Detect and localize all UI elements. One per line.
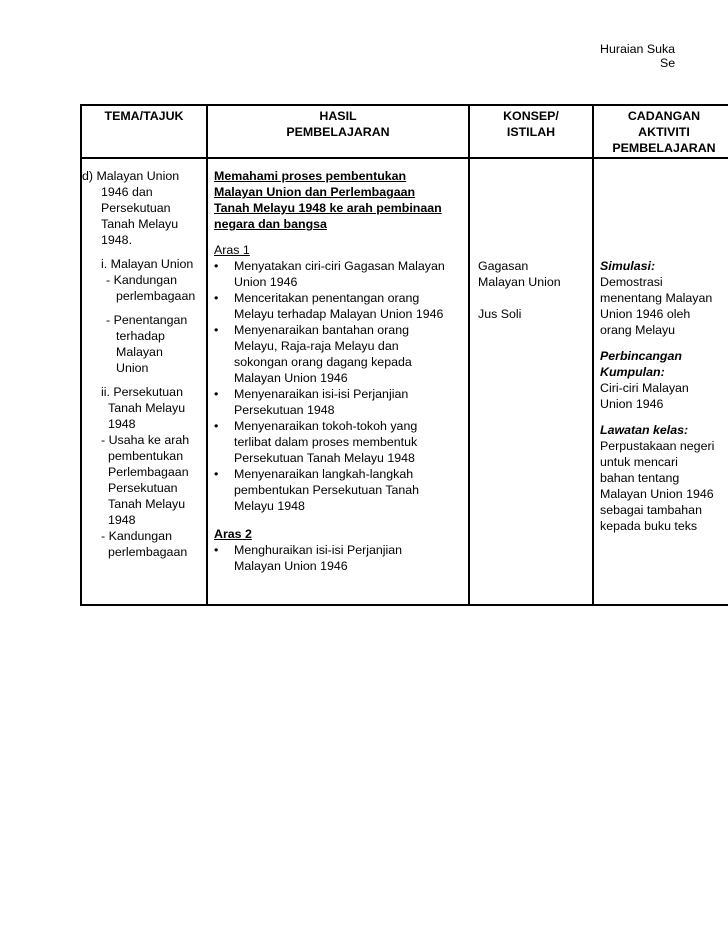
tema-line: Perlembagaan (108, 465, 189, 479)
tema-cell (82, 168, 206, 560)
item-text: Menyatakan ciri-ciri Gagasan Malayan (234, 259, 445, 273)
aras-1-item (214, 290, 466, 322)
item-text: Menyenaraikan isi-isi Perjanjian (234, 387, 409, 401)
aras-1-item (214, 466, 466, 514)
header-cadangan-line-1: CADANGAN (627, 109, 701, 123)
header-cadangan-line-2: AKTIVITI (638, 125, 690, 139)
item-text: Menyenaraikan bantahan orang (234, 323, 409, 337)
objective-line: Tanah Melayu 1948 ke arah pembinaan (214, 201, 442, 215)
cadangan-line: menentang Malayan (600, 291, 713, 305)
tema-line: 1946 dan (101, 185, 153, 199)
perbincangan-title: Perbincangan (600, 349, 682, 363)
cadangan-line: Perpustakaan negeri (600, 439, 715, 453)
header-hasil-line-1: HASIL (319, 109, 357, 123)
item-text: Menghuraikan isi-isi Perjanjian (234, 543, 403, 557)
header-hasil (208, 108, 468, 140)
item-text: Persekutuan 1948 (234, 403, 335, 417)
tema-line: Persekutuan (108, 481, 178, 495)
cadangan-line: Ciri-ciri Malayan (600, 381, 689, 395)
bullet-icon: • (214, 543, 219, 557)
item-text: Malayan Union 1946 (234, 371, 348, 385)
item-text: Malayan Union 1946 (234, 559, 348, 573)
konsep-term: Malayan Union (478, 275, 561, 289)
item-text: sokongan orang dagang kepada (234, 355, 412, 369)
column-divider-1 (206, 104, 208, 606)
table-border-bottom (80, 604, 728, 606)
konsep-cell (478, 258, 590, 322)
header-line-2: Se (660, 56, 676, 70)
objective-line: Memahami proses pembentukan (214, 169, 407, 183)
item-text: Union 1946 (234, 275, 298, 289)
tema-line: ii. Persekutuan (101, 385, 183, 399)
cadangan-line: Union 1946 (600, 397, 664, 411)
tema-line: terhadap (116, 329, 165, 343)
tema-line: 1948. (101, 233, 133, 247)
aras-1-title: Aras 1 (214, 243, 250, 257)
objective-line: Malayan Union dan Perlembagaan (214, 185, 416, 199)
item-text: Melayu, Raja-raja Melayu dan (234, 339, 399, 353)
column-divider-2 (468, 104, 470, 606)
tema-line: d) Malayan Union (82, 169, 180, 183)
item-text: pembentukan Persekutuan Tanah (234, 483, 420, 497)
tema-line: - Kandungan (101, 529, 172, 543)
cadangan-cell (600, 258, 728, 534)
cadangan-line: kepada buku teks (600, 519, 698, 533)
tema-line: Union (116, 361, 149, 375)
cadangan-line: sebagai tambahan (600, 503, 702, 517)
cadangan-line: Demostrasi (600, 275, 663, 289)
item-text: Menceritakan penentangan orang (234, 291, 420, 305)
bullet-icon: • (214, 259, 219, 273)
aras-1-item (214, 418, 466, 466)
header-konsep (470, 108, 592, 140)
header-konsep-line-1: KONSEP/ (503, 109, 559, 123)
tema-line: Tanah Melayu (101, 217, 179, 231)
bullet-icon: • (214, 387, 219, 401)
objective-line: negara dan bangsa (214, 217, 327, 231)
tema-line: perlembagaan (108, 545, 188, 559)
tema-line: 1948 (108, 417, 136, 431)
bullet-icon: • (214, 419, 219, 433)
tema-line: - Kandungan (106, 273, 177, 287)
header-line-1: Huraian Suka (600, 42, 676, 56)
item-text: terlibat dalam proses membentuk (234, 435, 418, 449)
aras-1-item (214, 322, 466, 386)
header-cadangan (594, 108, 728, 156)
item-text: Menyenaraikan tokoh-tokoh yang (234, 419, 418, 433)
aras-2-title: Aras 2 (214, 527, 252, 541)
simulasi-title: Simulasi: (600, 259, 656, 273)
cadangan-line: orang Melayu (600, 323, 676, 337)
bullet-icon: • (214, 323, 219, 337)
tema-line: perlembagaan (116, 289, 196, 303)
header-separator (80, 157, 728, 159)
tema-line: - Usaha ke arah (101, 433, 190, 447)
item-text: Melayu terhadap Malayan Union 1946 (234, 307, 444, 321)
item-text: Persekutuan Tanah Melayu 1948 (234, 451, 415, 465)
aras-2-item (214, 542, 466, 574)
aras-1-item (214, 386, 466, 418)
aras-1-item (214, 258, 466, 290)
tema-line: pembentukan (108, 449, 184, 463)
lawatan-title: Lawatan kelas: (600, 423, 689, 437)
cadangan-line: untuk mencari (600, 455, 678, 469)
cadangan-line: bahan tentang (600, 471, 680, 485)
bullet-icon: • (214, 467, 219, 481)
header-cadangan-line-3: PEMBELAJARAN (612, 141, 716, 155)
tema-line: Malayan (116, 345, 163, 359)
item-text: Melayu 1948 (234, 499, 305, 513)
table-border-top (80, 104, 728, 106)
tema-line: Persekutuan (101, 201, 171, 215)
cadangan-line: Union 1946 oleh (600, 307, 691, 321)
item-text: Menyenaraikan langkah-langkah (234, 467, 414, 481)
tema-line: - Penentangan (106, 313, 188, 327)
tema-line: Tanah Melayu (108, 401, 186, 415)
cadangan-line: Malayan Union 1946 (600, 487, 714, 501)
header-konsep-line-2: ISTILAH (506, 125, 556, 139)
bullet-icon: • (214, 291, 219, 305)
header-hasil-line-2: PEMBELAJARAN (286, 125, 390, 139)
konsep-term: Jus Soli (478, 307, 522, 321)
hasil-cell (214, 168, 466, 574)
konsep-term: Gagasan (478, 259, 529, 273)
header-tema: TEMA/TAJUK (104, 109, 184, 123)
tema-line: 1948 (108, 513, 136, 527)
tema-line: Tanah Melayu (108, 497, 186, 511)
perbincangan-title: Kumpulan: (600, 365, 665, 379)
tema-line: i. Malayan Union (101, 257, 194, 271)
lesson-table (80, 104, 728, 606)
column-divider-3 (592, 104, 594, 606)
